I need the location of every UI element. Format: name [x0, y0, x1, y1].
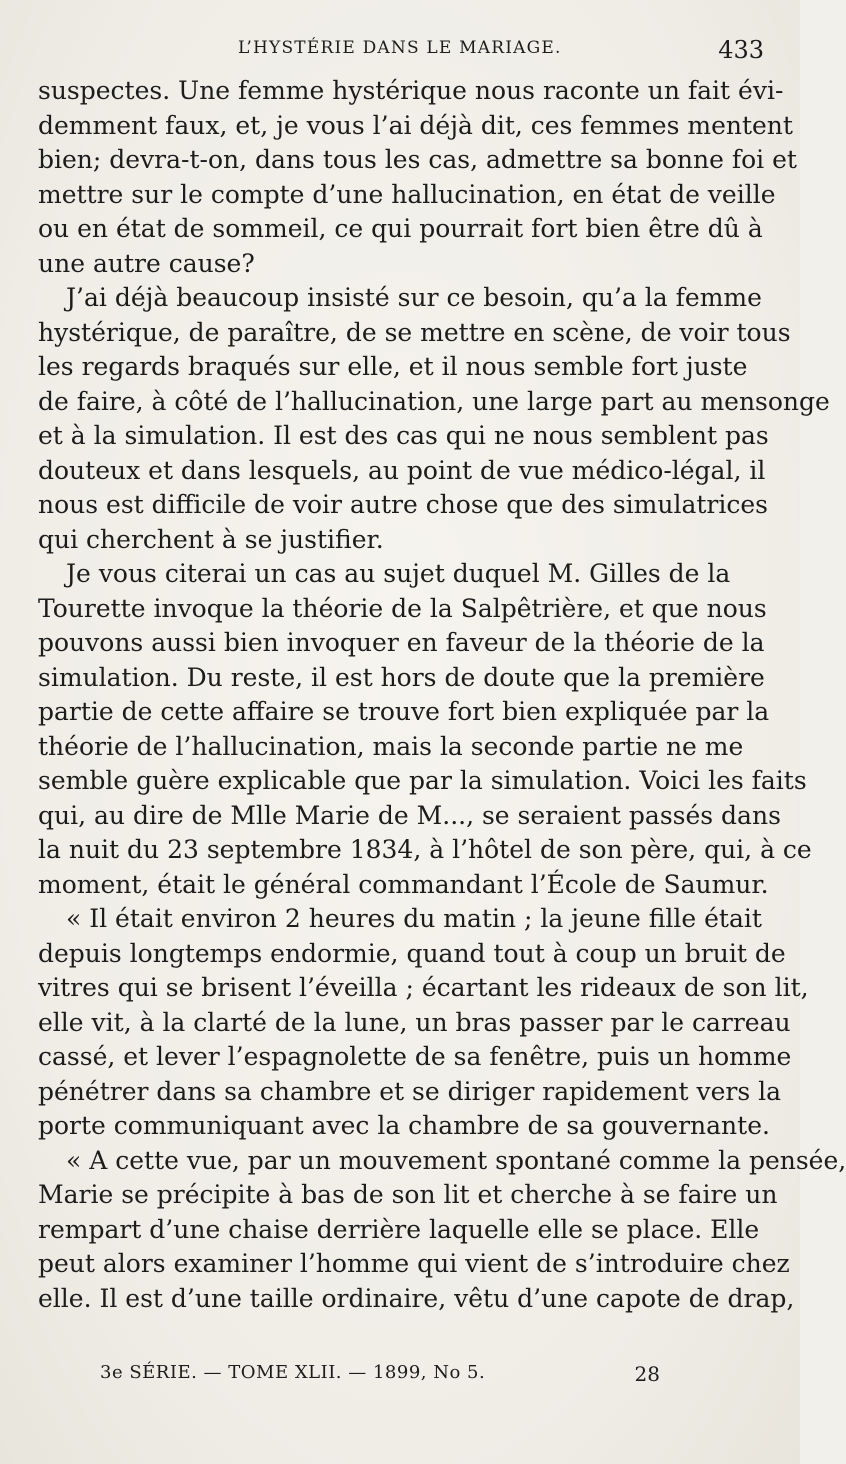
- running-title: L’HYSTÉRIE DANS LE MARIAGE.: [238, 38, 562, 58]
- text-line: porte communiquant avec la chambre de sa gouvernante.: [38, 1111, 770, 1140]
- text-line: Je vous citerai un cas au sujet duquel M. Gilles de la: [66, 559, 731, 588]
- paragraph: [38, 74, 797, 281]
- text-line: suspectes. Une femme hystérique nous raconte un fait évi-: [38, 76, 784, 105]
- text-line: les regards braqués sur elle, et il nous semble fort juste: [38, 352, 748, 381]
- text-line: la nuit du 23 septembre 1834, à l’hôtel de son père, qui, à ce: [38, 835, 812, 864]
- text-line: « A cette vue, par un mouvement spontané comme la pensée,: [66, 1145, 846, 1175]
- text-line: vitres qui se brisent l’éveilla ; écartant les rideaux de son lit,: [38, 973, 809, 1002]
- text-line: pénétrer dans sa chambre et se diriger rapidement vers la: [38, 1076, 782, 1106]
- text-line: qui, au dire de Mlle Marie de M..., se seraient passés dans: [38, 800, 781, 830]
- text-line: douteux et dans lesquels, au point de vue médico-légal, il: [38, 455, 766, 485]
- series-info: 3e SÉRIE. — TOME XLII. — 1899, No 5.: [100, 1362, 486, 1383]
- text-line: hystérique, de paraître, de se mettre en scène, de voir tous: [38, 317, 791, 347]
- text-line: nous est difficile de voir autre chose que des simulatrices: [38, 490, 768, 519]
- text-line: pouvons aussi bien invoquer en faveur de la théorie de la: [38, 628, 765, 657]
- text-line: moment, était le général commandant l’École de Saumur.: [38, 869, 769, 899]
- text-line: et à la simulation. Il est des cas qui ne nous semblent pas: [38, 421, 769, 450]
- text-line: qui cherchent à se justifier.: [38, 524, 384, 554]
- paragraph: [38, 557, 812, 902]
- body-text: [38, 74, 846, 1316]
- text-line: bien; devra-t-on, dans tous les cas, admettre sa bonne foi et: [38, 145, 797, 174]
- text-line: semble guère explicable que par la simulation. Voici les faits: [38, 766, 807, 795]
- text-line: Tourette invoque la théorie de la Salpêtrière, et que nous: [38, 593, 767, 623]
- text-line: ou en état de sommeil, ce qui pourrait fort bien être dû à: [38, 214, 763, 243]
- text-line: rempart d’une chaise derrière laquelle elle se place. Elle: [38, 1214, 760, 1244]
- text-line: depuis longtemps endormie, quand tout à coup un bruit de: [38, 938, 786, 968]
- text-line: elle vit, à la clarté de la lune, un bras passer par le carreau: [38, 1007, 791, 1037]
- text-line: de faire, à côté de l’hallucination, une large part au mensonge: [38, 386, 830, 416]
- text-line: peut alors examiner l’homme qui vient de s’introduire chez: [38, 1249, 790, 1278]
- text-line: demment faux, et, je vous l’ai déjà dit, ces femmes mentent: [38, 110, 793, 140]
- signature-mark: 28: [634, 1362, 660, 1386]
- text-line: une autre cause?: [38, 248, 255, 278]
- text-line: Marie se précipite à bas de son lit et cherche à se faire un: [38, 1180, 778, 1209]
- page-number: 433: [718, 36, 764, 64]
- paragraph: [38, 902, 809, 1144]
- page-header: [38, 30, 764, 70]
- text-line: J’ai déjà beaucoup insisté sur ce besoin, qu’a la femme: [66, 283, 762, 312]
- page-footer: [100, 1362, 660, 1392]
- text-line: partie de cette affaire se trouve fort bien expliquée par la: [38, 697, 770, 726]
- text-line: « Il était environ 2 heures du matin ; la jeune fille était: [66, 904, 762, 933]
- text-line: elle. Il est d’une taille ordinaire, vêtu d’une capote de drap,: [38, 1283, 795, 1313]
- paragraph: [38, 1144, 846, 1317]
- text-line: mettre sur le compte d’une hallucination, en état de veille: [38, 179, 776, 209]
- text-line: simulation. Du reste, il est hors de doute que la première: [38, 662, 765, 692]
- text-line: cassé, et lever l’espagnolette de sa fenêtre, puis un homme: [38, 1042, 792, 1071]
- text-line: théorie de l’hallucination, mais la seconde partie ne me: [38, 731, 744, 761]
- paragraph: [38, 281, 830, 557]
